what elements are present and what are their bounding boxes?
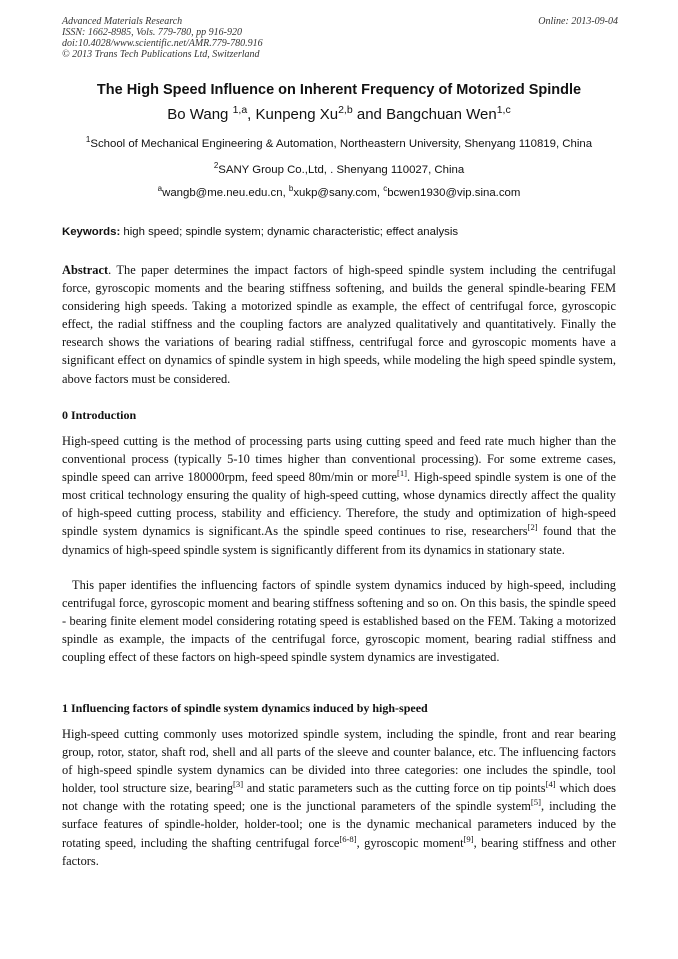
citation-ref: [5] bbox=[530, 797, 541, 808]
abstract-label: Abstract bbox=[62, 263, 109, 277]
author-affiliation-mark: 1,c bbox=[496, 104, 511, 116]
author-name: Bo Wang bbox=[167, 106, 233, 123]
online-date: Online: 2013-09-04 bbox=[538, 16, 618, 27]
text-run: and static parameters such as the cutting force on tip points bbox=[243, 781, 546, 796]
text-run: . High-speed spindle system is one of the most critical technology ensuring the quality of high-speed cutting, whose dynamics directly affect the quality of high-speed cutting process, stability and efficiency. Therefore, the study and optimization of high-speed spindle system dynamics is significant.As the spindle speed continues to rise, researchers bbox=[62, 470, 616, 539]
journal-name: Advanced Materials Research bbox=[62, 16, 183, 27]
text-run: High-speed cutting commonly uses motorized spindle system, including the spindle, front and rear bearing group, rotor, stator, shaft rod, shell and all parts of the sleeve and counter balance, etc. The influencing factors of high-speed spindle system dynamics can be divided into three categories: one includes the spindle, tool holder, tool structure size, bearing bbox=[62, 727, 616, 796]
citation-ref: [2] bbox=[527, 522, 538, 533]
author-separator: , bbox=[247, 106, 256, 123]
text-run: High-speed cutting is the method of processing parts using cutting speed and feed rate much higher than the conventional process (typically 5-10 times higher than conventional processing). For some extreme cases, spindle speed can arrive 180000rpm, feed speed 80m/min or more bbox=[62, 434, 616, 485]
email-line bbox=[30, 184, 648, 199]
text-run: , gyroscopic moment bbox=[356, 835, 464, 850]
keywords bbox=[62, 226, 458, 238]
affiliation-text: School of Mechanical Engineering & Automation, Northeastern University, Shenyang 110819, China bbox=[90, 138, 593, 150]
email-mark: c bbox=[383, 184, 388, 194]
affiliation-text: SANY Group Co.,Ltd, . Shenyang 110027, China bbox=[218, 164, 465, 176]
email-mark: b bbox=[288, 184, 294, 194]
author-affiliation-mark: 2,b bbox=[338, 104, 353, 116]
affiliation-mark: 2 bbox=[213, 161, 219, 171]
author-name: Kunpeng Xu bbox=[255, 106, 339, 123]
author-affiliation-mark: 1,a bbox=[232, 104, 248, 116]
email-text: wangb@me.neu.edu.cn, bbox=[162, 187, 289, 199]
citation-ref: [3] bbox=[233, 779, 244, 790]
abstract bbox=[62, 261, 616, 388]
paper-title: The High Speed Influence on Inherent Frequency of Motorized Spindle bbox=[96, 82, 582, 98]
keywords-text: high speed; spindle system; dynamic characteristic; effect analysis bbox=[120, 226, 459, 238]
journal-copyright: © 2013 Trans Tech Publications Ltd, Switzerland bbox=[62, 49, 260, 60]
citation-ref: [9] bbox=[463, 833, 474, 844]
intro-paragraph-1 bbox=[62, 432, 616, 559]
keywords-label: Keywords: bbox=[62, 226, 121, 238]
section-heading-introduction: 0 Introduction bbox=[62, 408, 137, 422]
text-run: , bearing stiffness and other factors. bbox=[62, 835, 616, 868]
author-name: Bangchuan Wen bbox=[386, 106, 497, 123]
citation-ref: [1] bbox=[396, 468, 408, 479]
citation-ref: [4] bbox=[545, 779, 556, 790]
email-mark: a bbox=[157, 184, 163, 194]
author-separator: and bbox=[352, 106, 387, 123]
intro-paragraph-2: This paper identifies the influencing factors of spindle system dynamics induced by high-speed, including centrifugal force, gyroscopic moment and bearing stiffness softening and so on. On this basis, the spindle speed - bearing finite element model considering rotating speed is established based on the FEM. Taking a motorized spindle as example, the impacts of the centrifugal force, gyroscopic moment, bearing radial stiffness and coupling effect of these factors on high-speed spindle system dynamics are investigated. bbox=[62, 578, 616, 665]
journal-issn: ISSN: 1662-8985, Vols. 779-780, pp 916-920 bbox=[62, 27, 242, 38]
affiliation-1 bbox=[30, 135, 648, 150]
email-text: bcwen1930@vip.sina.com bbox=[387, 187, 521, 199]
text-run: which does not change with the rotating speed; one is the junctional parameters of the spindle system bbox=[62, 781, 616, 814]
affiliation-2 bbox=[30, 161, 648, 176]
email-text: xukp@sany.com, bbox=[293, 187, 384, 199]
journal-header bbox=[62, 16, 618, 60]
journal-doi: doi:10.4028/www.scientific.net/AMR.779-780.916 bbox=[62, 38, 263, 49]
citation-ref: [6-8] bbox=[339, 833, 357, 844]
affiliation-mark: 1 bbox=[85, 135, 91, 145]
text-run: , including the surface features of spindle-holder, holder-tool; one is the dynamic mechanical parameters induced by the rotating speed, including the shafting centrifugal force bbox=[62, 799, 617, 850]
abstract-text: . The paper determines the impact factors of high-speed spindle system including the centrifugal force, gyroscopic moments and the bearing stiffness softening, and builds the general spindle-bearing FEM considering high speeds. Taking a motorized spindle as example, the effect of centrifugal force, gyroscopic effect, the radial stiffness and the coupling factors are analyzed qualitatively and quantitatively. Finally the research shows the variations of bearing radial stiffness, centrifugal force and gyroscopic moments have a significant effect on dynamics of spindle system in high speeds, while modeling the high speed spindle system, above factors must be considered. bbox=[62, 263, 616, 386]
author-list bbox=[30, 106, 648, 123]
section-heading-influencing-factors: 1 Influencing factors of spindle system dynamics induced by high-speed bbox=[62, 701, 428, 715]
section1-paragraph-1 bbox=[62, 725, 616, 870]
text-run: found that the dynamics of high-speed spindle system is significantly different from its dynamics in stationary state. bbox=[62, 524, 616, 557]
